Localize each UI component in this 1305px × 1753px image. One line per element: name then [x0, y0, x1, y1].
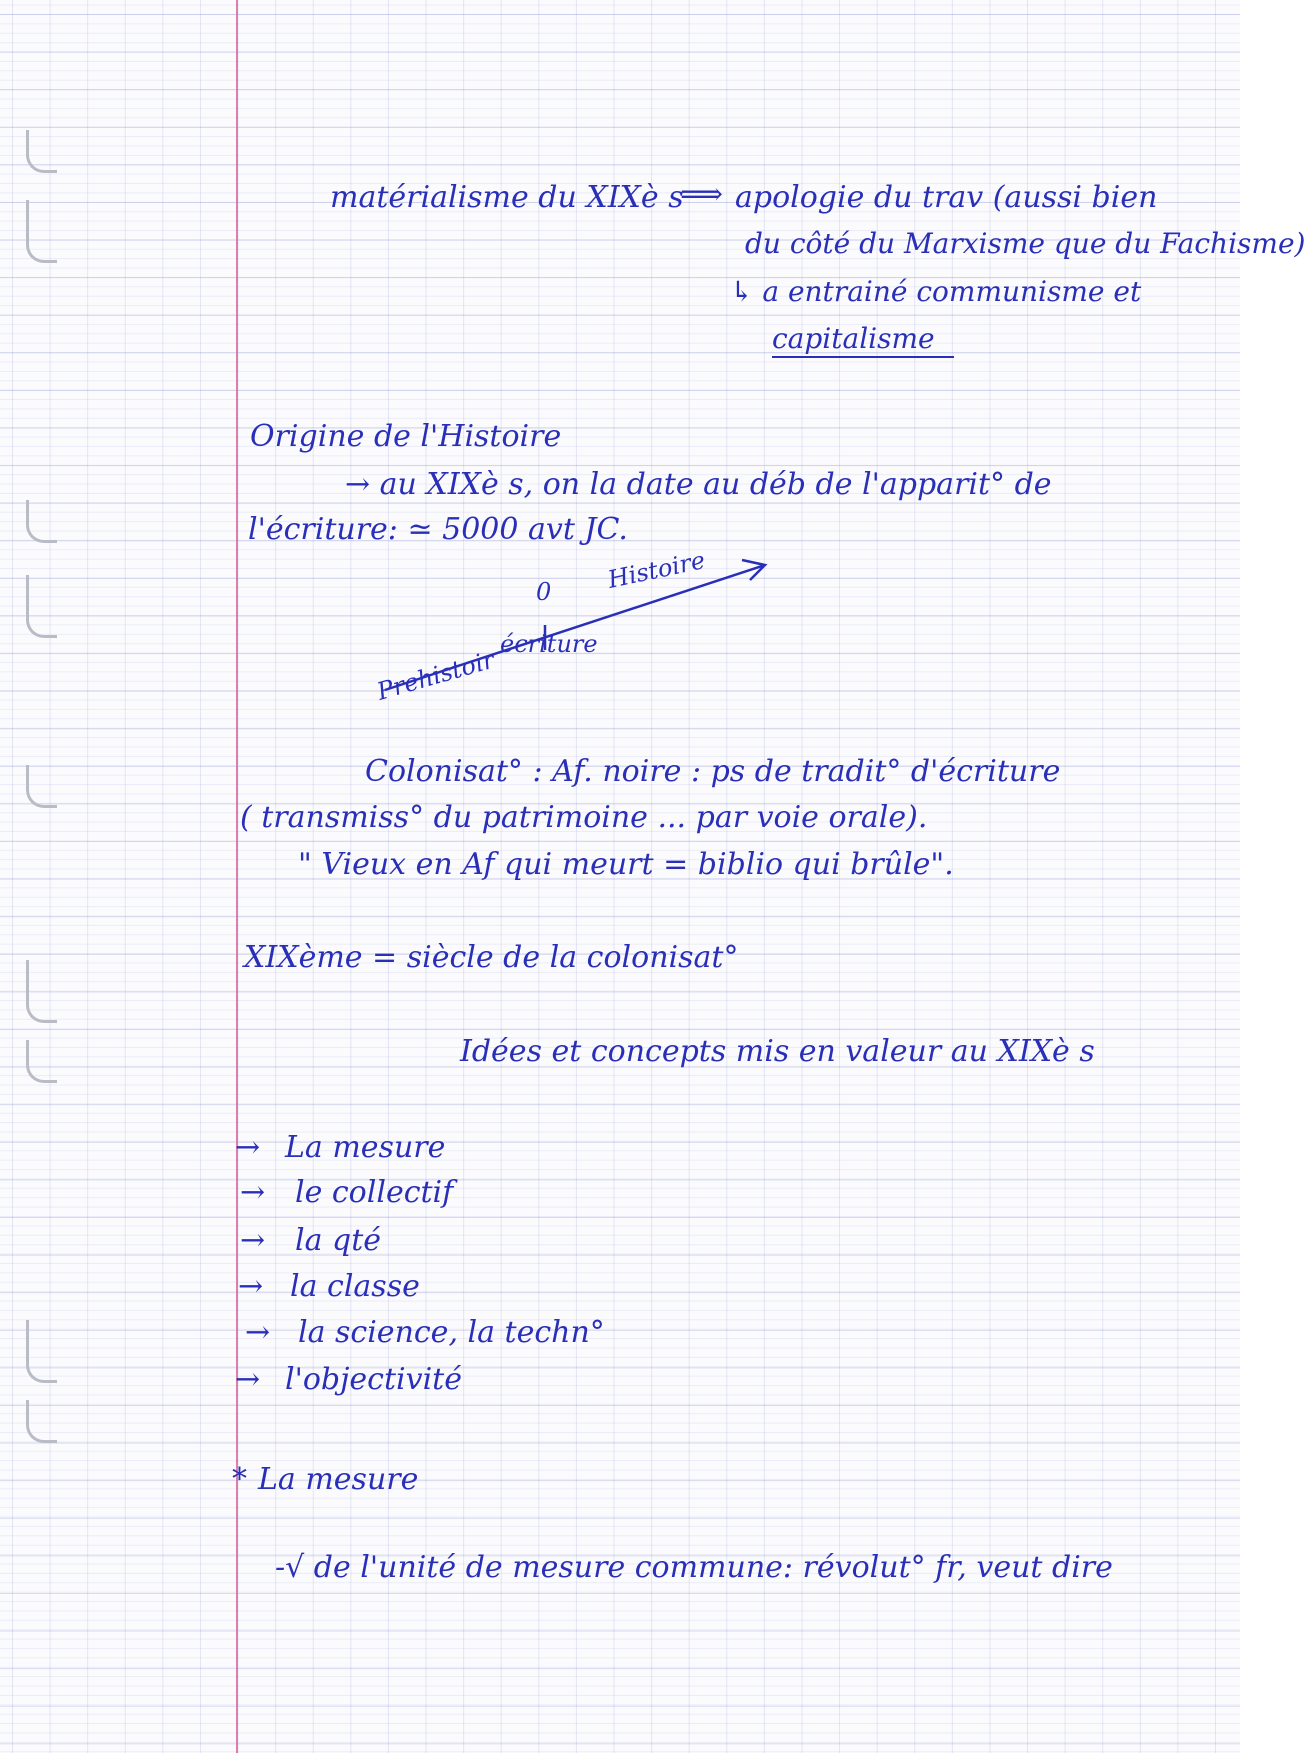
note-line-10: XIXème = siècle de la colonisat° — [244, 940, 739, 975]
arrow-bullet-icon: → — [235, 1130, 261, 1165]
heading-origine-histoire: Origine de l'Histoire — [250, 419, 562, 454]
timeline-histoire-label: Histoire — [605, 546, 708, 594]
binder-hole — [26, 1320, 57, 1383]
arrow-bullet-icon: → — [235, 1362, 261, 1397]
note-line-2: du côté du Marxisme que du Fachisme) — [745, 227, 1305, 260]
note-line-8: ( transmiss° du patrimoine ... par voie orale). — [240, 800, 928, 835]
arrow-bullet-icon: → — [240, 1175, 266, 1210]
binder-hole — [26, 1400, 57, 1443]
list-item-label: la science, la techn° — [298, 1315, 605, 1350]
arrow-bullet-icon: → — [240, 1223, 266, 1258]
list-item-label: l'objectivité — [285, 1362, 462, 1397]
timeline-diagram — [370, 540, 790, 720]
note-line-3: ↳ a entrainé communisme et — [730, 275, 1142, 308]
note-line-9: " Vieux en Af qui meurt = biblio qui brûle". — [298, 847, 954, 882]
binder-hole — [26, 575, 57, 638]
list-item-label: La mesure — [285, 1130, 446, 1165]
binder-hole — [26, 765, 57, 808]
heading-idees-concepts: Idées et concepts mis en valeur au XIXè s — [460, 1034, 1095, 1069]
list-item-label: la classe — [290, 1269, 420, 1304]
note-line-6: l'écriture: ≃ 5000 avt JC. — [248, 512, 628, 547]
note-line-5: → au XIXè s, on la date au déb de l'apparit° de — [345, 467, 1052, 502]
list-item-label: le collectif — [295, 1175, 454, 1210]
note-line-1-left: matérialisme du XIXè s — [330, 180, 684, 215]
underline — [772, 356, 954, 358]
binder-hole — [26, 960, 57, 1023]
binder-hole — [26, 130, 57, 173]
note-line-7: Colonisat° : Af. noire : ps de tradit° d'écriture — [365, 754, 1061, 789]
binder-hole — [26, 1040, 57, 1083]
implies-arrow: ⟹ — [680, 177, 724, 212]
binder-hole — [26, 500, 57, 543]
note-line-4: capitalisme — [772, 322, 935, 355]
timeline-zero-label: 0 — [536, 578, 552, 606]
note-line-11: -√ de l'unité de mesure commune: révolut° fr, veut dire — [275, 1550, 1113, 1585]
note-line-1-right: apologie du trav (aussi bien — [735, 180, 1158, 215]
star-bullet-icon: * — [232, 1462, 247, 1497]
arrow-bullet-icon: → — [245, 1315, 271, 1350]
list-item-label: la qté — [295, 1223, 382, 1258]
arrow-bullet-icon: → — [238, 1269, 264, 1304]
timeline-prehistoire-label: Prehistoir — [373, 645, 498, 706]
binder-hole — [26, 200, 57, 263]
timeline-ecriture-label: écriture — [500, 630, 598, 658]
heading-la-mesure: La mesure — [258, 1462, 419, 1497]
